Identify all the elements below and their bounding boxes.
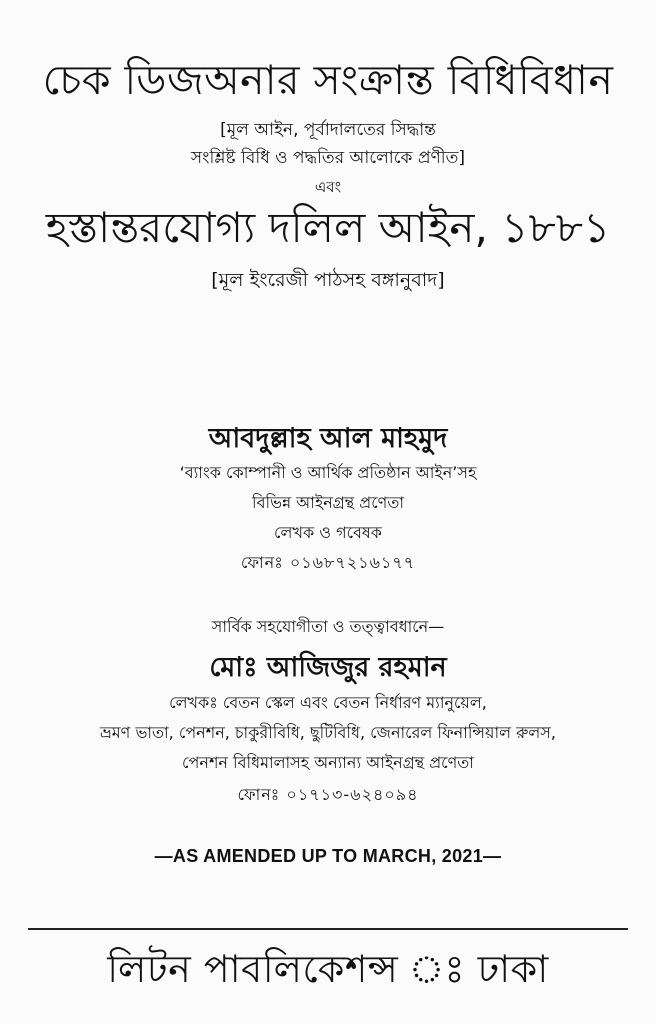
author-credential-1: ‘ব্যাংক কোম্পানী ও আর্থিক প্রতিষ্ঠান আইন’সহ: [179, 463, 477, 482]
author-name: আবদুল্লাহ আল মাহমুদ: [208, 423, 448, 454]
supervisor-credential-2: ভ্রমণ ভাতা, পেনশন, চাকুরীবিধি, ছুটিবিধি, জেনারেল ফিনান্সিয়াল রুলস,: [100, 723, 556, 742]
author-credential-3: লেখক ও গবেষক: [274, 523, 382, 542]
publisher-divider: [28, 928, 628, 930]
second-title: হস্তান্তরযোগ্য দলিল আইন, ১৮৮১: [45, 203, 611, 252]
supervisor-credential-1: লেখকঃ বেতন স্কেল এবং বেতন নির্ধারণ ম্যানুয়েল,: [169, 693, 487, 712]
supervisor-credential-3: পেনশন বিধিমালাসহ অন্যান্য আইনগ্রন্থ প্রণেতা: [182, 753, 474, 772]
author-credential-2: বিভিন্ন আইনগ্রন্থ প্রণেতা: [252, 493, 404, 512]
main-subtitle-line-2: সংশ্লিষ্ট বিধি ও পদ্ধতির আলোকে প্রণীত]: [190, 148, 466, 168]
publisher-name: লিটন পাবলিকেশন্স ঃ ঢাকা: [107, 947, 549, 991]
conjunction-text: এবং: [314, 178, 342, 196]
main-subtitle-line-1: [মূল আইন, পূর্বাদালতের সিদ্ধান্ত: [220, 120, 436, 140]
main-title: চেক ডিজঅনার সংক্রান্ত বিধিবিধান: [42, 56, 614, 104]
supervisor-name: মোঃ আজিজুর রহমান: [209, 652, 447, 683]
amended-note: —AS AMENDED UP TO MARCH, 2021—: [154, 846, 502, 866]
second-subtitle: [মূল ইংরেজী পাঠসহ বঙ্গানুবাদ]: [211, 269, 445, 291]
supervision-intro: সার্বিক সহযোগীতা ও তত্ত্বাবধানে—: [211, 617, 445, 636]
supervisor-phone: ফোনঃ ০১৭১৩-৬২৪০৯৪: [237, 785, 419, 804]
author-phone: ফোনঃ ০১৬৮৭২১৬১৭৭: [240, 553, 416, 572]
